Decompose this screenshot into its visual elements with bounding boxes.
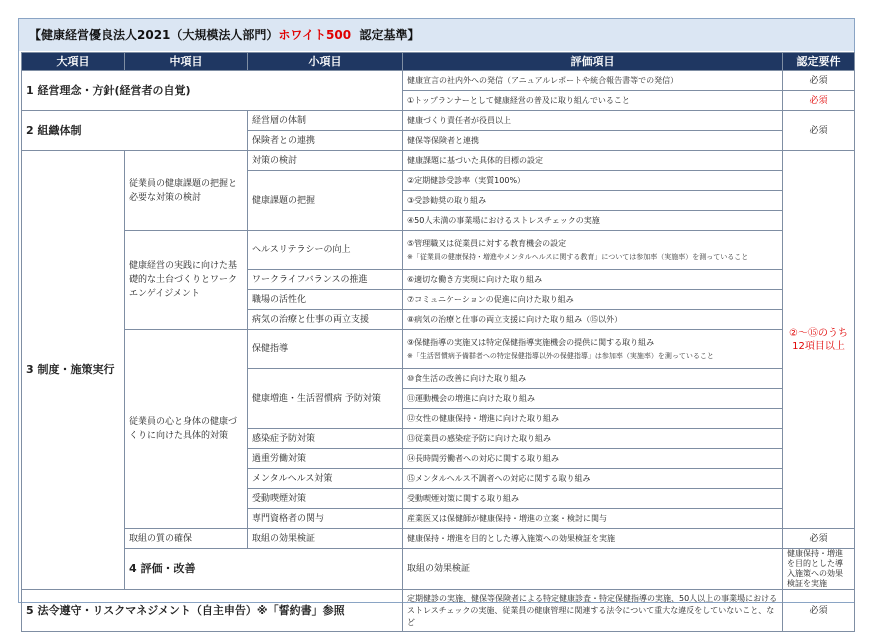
small-item: 専門資格者の関与 [248, 509, 403, 529]
header-daikomoku: 大項目 [22, 53, 125, 71]
eval-item: ⑬従業員の感染症予防に向けた取り組み [403, 429, 783, 449]
eval-item: 健康づくり責任者が役員以上 [403, 111, 783, 131]
eval-item: ⑮メンタルヘルス不調者への対応に関する取り組み [403, 469, 783, 489]
table-row [22, 330, 855, 369]
table-row [22, 231, 855, 270]
middle-item: 従業員の健康課題の把握と必要な対策の検討 [125, 151, 248, 231]
requirement: 必須 [783, 91, 855, 111]
requirement: 必須 [783, 71, 855, 91]
requirement: 必須 [783, 111, 855, 151]
small-item: 過重労働対策 [248, 449, 403, 469]
header-nintei: 認定要件 [783, 53, 855, 71]
section-3: 3 制度・施策実行 [22, 151, 125, 590]
eval-item: ⑫女性の健康保持・増進に向けた取り組み [403, 409, 783, 429]
eval-item: 健康課題に基づいた具体的目標の設定 [403, 151, 783, 171]
title-prefix: 【健康経営優良法人2021（大規模法人部門） [29, 28, 279, 42]
middle-item: 取組の質の確保 [125, 529, 248, 549]
eval-item: ⑩食生活の改善に向けた取り組み [403, 369, 783, 389]
table-row [22, 590, 855, 632]
table-row [22, 151, 855, 171]
header-shokomoku: 小項目 [248, 53, 403, 71]
eval-item [403, 330, 783, 369]
eval-note: ※「従業員の健康保持・増進やメンタルヘルスに関する教育」については参加率（実施率）を測っていること [407, 252, 749, 261]
small-item: メンタルヘルス対策 [248, 469, 403, 489]
table-row [22, 71, 855, 91]
eval-item: ②定期健診受診率（実質100%） [403, 171, 783, 191]
small-item: 取組の効果検証 [403, 549, 783, 590]
header-chukomoku: 中項目 [125, 53, 248, 71]
eval-item: 健康保持・増進を目的とした導入施策への効果検証を実施 [783, 549, 855, 590]
eval-item: 健保等保険者と連携 [403, 131, 783, 151]
table-row [22, 111, 855, 131]
section-2: 2 組織体制 [22, 111, 248, 151]
criteria-frame [18, 18, 855, 627]
header-row [22, 53, 855, 71]
small-item: 病気の治療と仕事の両立支援 [248, 310, 403, 330]
eval-item: 定期健診の実施、健保等保険者による特定健康診査・特定保健指導の実施、50人以上の事業場におけるストレスチェックの実施、従業員の健康管理に関連する法令について重大な違反をしていないこと、など [403, 590, 783, 632]
table-row [22, 529, 855, 549]
eval-item: ⑭長時間労働者への対応に関する取り組み [403, 449, 783, 469]
eval-item: ⑧病気の治療と仕事の両立支援に向けた取り組み（⑮以外） [403, 310, 783, 330]
small-item: 取組の効果検証 [248, 529, 403, 549]
eval-item: ⑥適切な働き方実現に向けた取り組み [403, 270, 783, 290]
section-1: 1 経営理念・方針(経営者の自覚) [22, 71, 403, 111]
requirement: 必須 [783, 590, 855, 632]
middle-item: 健康経営の実践に向けた基礎的な土台づくりとワークエンゲイジメント [125, 231, 248, 330]
table-row [22, 549, 855, 590]
small-item: 受動喫煙対策 [248, 489, 403, 509]
title-suffix: 認定基準】 [359, 28, 420, 42]
eval-item: 産業医又は保健師が健康保持・増進の立案・検討に関与 [403, 509, 783, 529]
section-5: 5 法令遵守・リスクマネジメント（自主申告）※「誓約書」参照 [22, 590, 403, 632]
requirement-range [783, 151, 855, 529]
requirement-range-line1: ②～⑮のうち [789, 327, 848, 339]
eval-text: ⑨保健指導の実施又は特定保健指導実施機会の提供に関する取り組み [407, 337, 655, 347]
title-highlight: ホワイト500 [278, 28, 352, 42]
page-title [19, 19, 854, 51]
eval-item: ⑪運動機会の増進に向けた取り組み [403, 389, 783, 409]
eval-item [403, 231, 783, 270]
small-item: 健康増進・生活習慣病 予防対策 [248, 369, 403, 429]
criteria-table [21, 52, 855, 632]
header-hyoka: 評価項目 [403, 53, 783, 71]
eval-item: ③受診勧奨の取り組み [403, 191, 783, 211]
requirement-range-line2: 12項目以上 [792, 340, 845, 352]
small-item: 保険者との連携 [248, 131, 403, 151]
small-item: 感染症予防対策 [248, 429, 403, 449]
eval-item: ①トップランナーとして健康経営の普及に取り組んでいること [403, 91, 783, 111]
eval-item: 健康保持・増進を目的とした導入施策への効果検証を実施 [403, 529, 783, 549]
small-item: 健康課題の把握 [248, 171, 403, 231]
eval-text: ⑤管理職又は従業員に対する教育機会の設定 [407, 238, 567, 248]
small-item: 対策の検討 [248, 151, 403, 171]
small-item: ヘルスリテラシーの向上 [248, 231, 403, 270]
section-4: 4 評価・改善 [125, 549, 403, 590]
eval-item: 受動喫煙対策に関する取り組み [403, 489, 783, 509]
requirement: 必須 [783, 529, 855, 549]
eval-item: 健康宣言の社内外への発信（アニュアルレポートや統合報告書等での発信） [403, 71, 783, 91]
small-item: 経営層の体制 [248, 111, 403, 131]
eval-note: ※「生活習慣病予備群者への特定保健指導以外の保健指導」は参加率（実施率）を測っていること [407, 351, 714, 360]
small-item: ワークライフバランスの推進 [248, 270, 403, 290]
eval-item: ⑦コミュニケーションの促進に向けた取り組み [403, 290, 783, 310]
small-item: 保健指導 [248, 330, 403, 369]
small-item: 職場の活性化 [248, 290, 403, 310]
middle-item: 従業員の心と身体の健康づくりに向けた具体的対策 [125, 330, 248, 529]
eval-item: ④50人未満の事業場におけるストレスチェックの実施 [403, 211, 783, 231]
